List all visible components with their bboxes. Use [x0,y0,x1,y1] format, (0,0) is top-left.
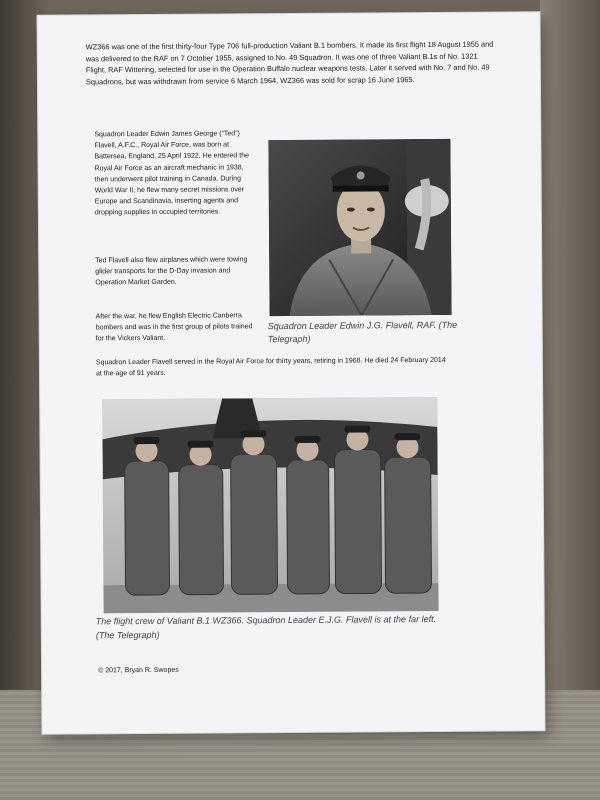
portrait-caption: Squadron Leader Edwin J.G. Flavell, RAF. (The Telegraph) [267,319,458,345]
bio-paragraph-glider: Ted Flavell also flew airplanes which were towing glider transports for the D-Day invasion and Operation Market Garden. [95,256,248,287]
crew-illustration [102,397,438,613]
copyright-notice: © 2017, Bryan R. Swopes [98,666,179,675]
portrait-illustration [268,139,451,316]
printed-page [37,12,544,733]
bio-paragraph-closing: Squadron Leader Flavell served in the Royal Air Force for thirty years, retiring in 1968. He died 24 February 2014 at the age of 91 years. [95,356,446,378]
crew-photo [102,397,438,613]
portrait-photo [268,139,451,316]
crew-caption: The flight crew of Valiant B.1 WZ366. Squadron Leader E.J.G. Flavell is at the far left. (The Telegraph) [95,613,437,640]
bio-paragraph-postwar: After the war, he flew English Electric Canberra bombers and was in the first group of pilots trained for the Vickers Valiant. [95,312,253,343]
bio-paragraph-birth: Squadron Leader Edwin James George (“Ted”) Flavell, A.F.C., Royal Air Force, was born at Battersea, England, 25 April 1922. He entered the Royal Air Force as an aircraft mechanic in 1938, then underwent pilot training in Canada. During World War II, he flew many secret missions over Europe and Scandinavia, inserting agents and dropping supplies in occupied territories. [94,130,250,217]
intro-paragraph: WZ366 was one of the first thirty-four Type 706 full-production Valiant B.1 bombers. It made its first flight 18 August 1955 and was delivered to the RAF on 7 October 1955, assigned to No. 49 Squadron. It was one of three Valiant B.1s of No. 1321 Flight, RAF Wittering, selected for use in the Operation Buffalo nuclear weapons tests. Later it served with No. 7 and No. 49 Squadrons, but was withdrawn from service 6 March 1964. WZ366 was sold for scrap 16 June 1965. [85,39,494,87]
car-interior-background [540,0,600,800]
